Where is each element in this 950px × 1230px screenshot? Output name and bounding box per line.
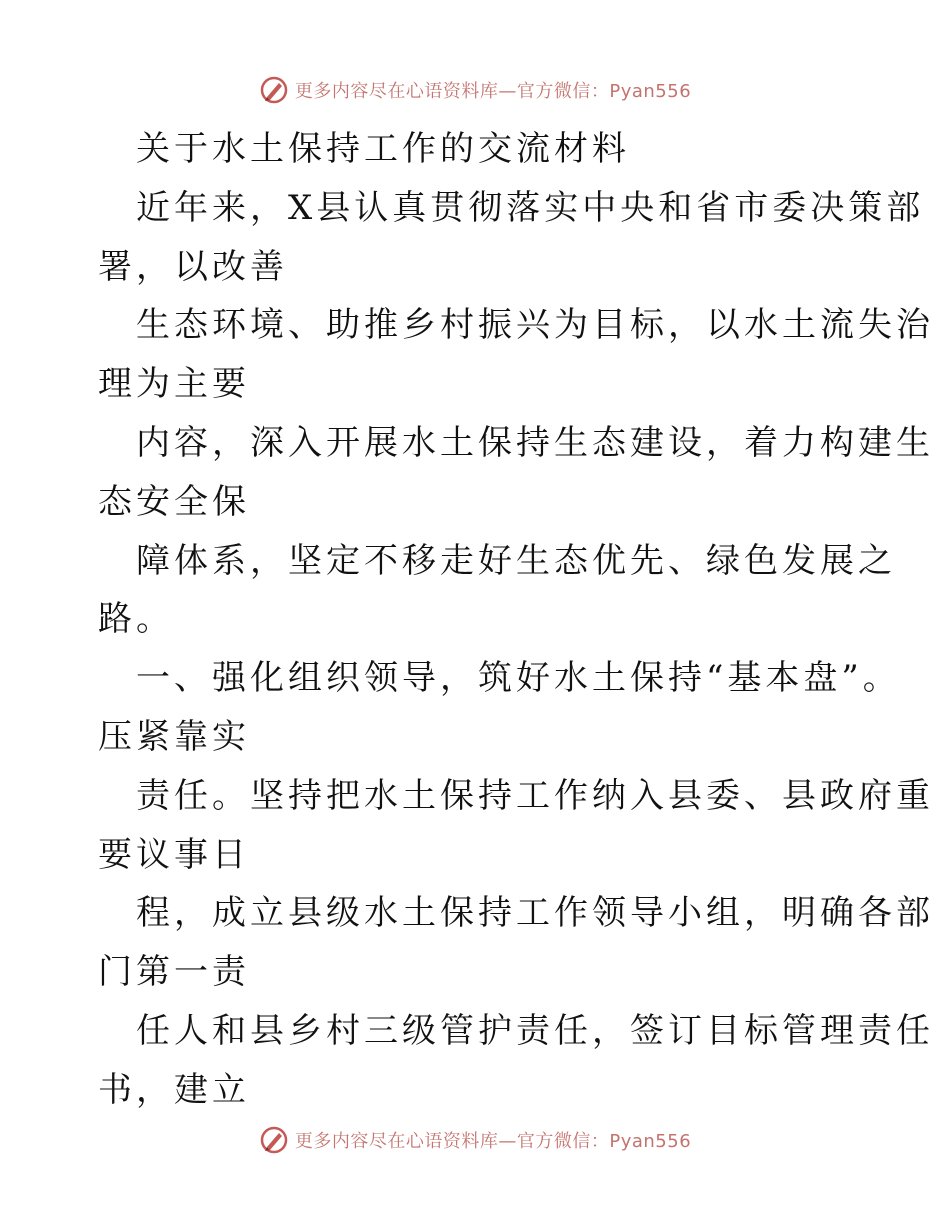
document-line: 书，建立: [98, 1069, 250, 1110]
document-line: 门第一责: [98, 952, 250, 993]
watermark-text: 更多内容尽在心语资料库—官方微信：Pyan556: [294, 81, 692, 102]
watermark-header: [0, 72, 950, 108]
document-line: 关于水土保持工作的交流材料: [136, 129, 630, 169]
document-line: 内容，深入开展水土保持生态建设，着力构建生: [136, 422, 934, 463]
document-line: 障体系，坚定不移走好生态优先、绿色发展之: [136, 540, 896, 581]
document-line: 要议事日: [98, 834, 250, 875]
document-line: 署，以改善: [98, 246, 288, 287]
document-line: 程，成立县级水土保持工作领导小组，明确各部: [136, 893, 934, 934]
document-line: 责任。坚持把水土保持工作纳入县委、县政府重: [136, 775, 934, 816]
document-line: 理为主要: [98, 364, 250, 405]
watermark-text: 更多内容尽在心语资料库—官方微信：Pyan556: [294, 1131, 692, 1152]
document-line: 压紧靠实: [98, 716, 250, 757]
document-line: 路。: [98, 599, 174, 640]
document-line: 一、强化组织领导，筑好水土保持“基本盘”。: [136, 658, 901, 699]
document-body: [98, 120, 934, 1120]
watermark-footer: [0, 1122, 950, 1158]
document-line: 态安全保: [98, 481, 250, 522]
document-line: 任人和县乡村三级管护责任，签订目标管理责任: [136, 1010, 934, 1051]
pen-seal-logo-icon: [259, 75, 289, 105]
pen-seal-logo-icon: [259, 1125, 289, 1155]
document-line: 近年来，X县认真贯彻落实中央和省市委决策部: [136, 187, 925, 228]
document-line: 生态环境、助推乡村振兴为目标，以水土流失治: [136, 305, 934, 346]
